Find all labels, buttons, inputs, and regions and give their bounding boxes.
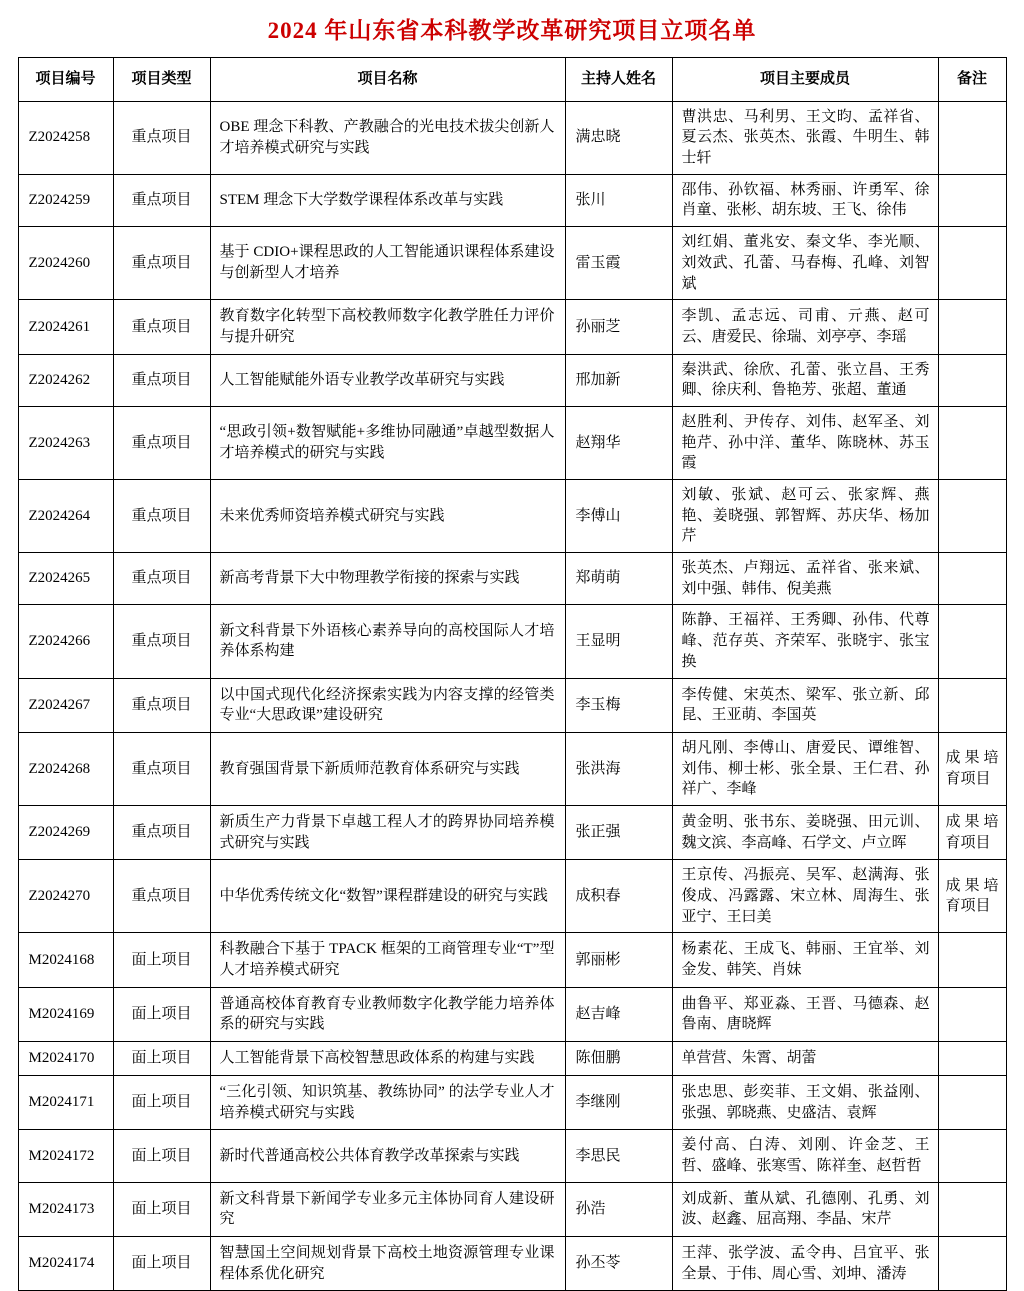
cell-project-id: M2024173 xyxy=(18,1182,113,1236)
cell-project-name: 普通高校体育教育专业教师数字化教学能力培养体系的研究与实践 xyxy=(210,987,565,1041)
cell-project-id: Z2024260 xyxy=(18,227,113,300)
cell-project-name: 人工智能背景下高校智慧思政体系的构建与实践 xyxy=(210,1042,565,1076)
table-row xyxy=(18,406,1006,479)
cell-project-id: Z2024269 xyxy=(18,805,113,859)
cell-project-name: 中华优秀传统文化“数智”课程群建设的研究与实践 xyxy=(210,860,565,933)
cell-project-name: 人工智能赋能外语专业教学改革研究与实践 xyxy=(210,354,565,406)
cell-leader-name: 郭丽彬 xyxy=(565,933,672,987)
cell-main-members: 刘敏、张斌、赵可云、张家辉、燕艳、姜晓强、郭智辉、苏庆华、杨加芹 xyxy=(672,480,938,553)
cell-remark xyxy=(938,174,1006,226)
cell-remark xyxy=(938,987,1006,1041)
cell-leader-name: 孙浩 xyxy=(565,1182,672,1236)
cell-remark xyxy=(938,406,1006,479)
cell-project-name: STEM 理念下大学数学课程体系改革与实践 xyxy=(210,174,565,226)
header-leader-name: 主持人姓名 xyxy=(565,58,672,102)
cell-project-id: Z2024266 xyxy=(18,605,113,678)
cell-project-id: Z2024262 xyxy=(18,354,113,406)
cell-main-members: 曹洪忠、马利男、王文昀、孟祥省、夏云杰、张英杰、张霞、牛明生、韩士轩 xyxy=(672,101,938,174)
cell-project-name: 未来优秀师资培养模式研究与实践 xyxy=(210,480,565,553)
cell-leader-name: 李傅山 xyxy=(565,480,672,553)
cell-project-id: M2024171 xyxy=(18,1075,113,1129)
cell-main-members: 秦洪武、徐欣、孔蕾、张立昌、王秀卿、徐庆利、鲁艳芳、张超、董通 xyxy=(672,354,938,406)
cell-remark: 成果培育项目 xyxy=(938,805,1006,859)
cell-project-type: 面上项目 xyxy=(113,1236,210,1290)
cell-project-id: M2024170 xyxy=(18,1042,113,1076)
cell-project-type: 重点项目 xyxy=(113,678,210,732)
cell-project-id: Z2024270 xyxy=(18,860,113,933)
cell-project-type: 面上项目 xyxy=(113,1182,210,1236)
cell-project-type: 重点项目 xyxy=(113,605,210,678)
cell-remark xyxy=(938,1042,1006,1076)
cell-project-id: M2024172 xyxy=(18,1130,113,1182)
cell-remark xyxy=(938,354,1006,406)
cell-leader-name: 孙丽芝 xyxy=(565,300,672,354)
cell-leader-name: 成积春 xyxy=(565,860,672,933)
cell-project-name: 以中国式现代化经济探索实践为内容支撑的经管类专业“大思政课”建设研究 xyxy=(210,678,565,732)
table-row xyxy=(18,860,1006,933)
cell-project-id: Z2024267 xyxy=(18,678,113,732)
cell-project-type: 面上项目 xyxy=(113,1130,210,1182)
table-row xyxy=(18,174,1006,226)
cell-main-members: 姜付高、白涛、刘刚、许金芝、王哲、盛峰、张寒雪、陈祥奎、赵哲哲 xyxy=(672,1130,938,1182)
project-table xyxy=(18,57,1007,1291)
cell-project-type: 重点项目 xyxy=(113,732,210,805)
cell-remark xyxy=(938,605,1006,678)
cell-remark xyxy=(938,553,1006,605)
table-row xyxy=(18,1236,1006,1290)
table-row xyxy=(18,354,1006,406)
cell-remark xyxy=(938,227,1006,300)
cell-main-members: 胡凡刚、李傅山、唐爱民、谭维智、刘伟、柳士彬、张全景、王仁君、孙祥广、李峰 xyxy=(672,732,938,805)
table-header xyxy=(18,58,1006,102)
cell-main-members: 王京传、冯振亮、吴军、赵满海、张俊成、冯露露、宋立林、周海生、张亚宁、王曰美 xyxy=(672,860,938,933)
table-row xyxy=(18,1130,1006,1182)
cell-main-members: 单营营、朱霄、胡蕾 xyxy=(672,1042,938,1076)
cell-project-name: OBE 理念下科教、产教融合的光电技术拔尖创新人才培养模式研究与实践 xyxy=(210,101,565,174)
table-row xyxy=(18,1075,1006,1129)
cell-remark: 成果培育项目 xyxy=(938,860,1006,933)
cell-leader-name: 张正强 xyxy=(565,805,672,859)
cell-project-id: Z2024259 xyxy=(18,174,113,226)
cell-main-members: 王萍、张学波、孟令冉、吕宜平、张全景、于伟、周心雪、刘坤、潘涛 xyxy=(672,1236,938,1290)
cell-project-type: 重点项目 xyxy=(113,480,210,553)
cell-project-id: Z2024258 xyxy=(18,101,113,174)
cell-leader-name: 邢加新 xyxy=(565,354,672,406)
cell-main-members: 杨素花、王成飞、韩丽、王宜举、刘金发、韩笑、肖妹 xyxy=(672,933,938,987)
table-row xyxy=(18,227,1006,300)
header-project-name: 项目名称 xyxy=(210,58,565,102)
table-row xyxy=(18,805,1006,859)
cell-project-id: Z2024263 xyxy=(18,406,113,479)
cell-remark xyxy=(938,933,1006,987)
cell-leader-name: 满忠晓 xyxy=(565,101,672,174)
cell-project-type: 面上项目 xyxy=(113,987,210,1041)
table-row xyxy=(18,1182,1006,1236)
cell-project-type: 重点项目 xyxy=(113,300,210,354)
cell-project-name: 新高考背景下大中物理教学衔接的探索与实践 xyxy=(210,553,565,605)
table-row xyxy=(18,553,1006,605)
header-main-members: 项目主要成员 xyxy=(672,58,938,102)
cell-project-name: 新文科背景下外语核心素养导向的高校国际人才培养体系构建 xyxy=(210,605,565,678)
cell-main-members: 李凯、孟志远、司甫、亓燕、赵可云、唐爱民、徐瑞、刘亭亭、李瑶 xyxy=(672,300,938,354)
cell-project-id: Z2024261 xyxy=(18,300,113,354)
cell-remark xyxy=(938,101,1006,174)
cell-project-type: 重点项目 xyxy=(113,406,210,479)
cell-remark xyxy=(938,1075,1006,1129)
cell-project-type: 重点项目 xyxy=(113,227,210,300)
cell-remark xyxy=(938,1236,1006,1290)
cell-project-id: Z2024265 xyxy=(18,553,113,605)
cell-project-name: 新时代普通高校公共体育教学改革探索与实践 xyxy=(210,1130,565,1182)
cell-remark: 成果培育项目 xyxy=(938,732,1006,805)
cell-project-name: “思政引领+数智赋能+多维协同融通”卓越型数据人才培养模式的研究与实践 xyxy=(210,406,565,479)
cell-leader-name: 张川 xyxy=(565,174,672,226)
cell-leader-name: 王显明 xyxy=(565,605,672,678)
cell-remark xyxy=(938,480,1006,553)
cell-remark xyxy=(938,300,1006,354)
header-project-type: 项目类型 xyxy=(113,58,210,102)
cell-leader-name: 孙丕苓 xyxy=(565,1236,672,1290)
header-row xyxy=(18,58,1006,102)
table-row xyxy=(18,987,1006,1041)
cell-leader-name: 李继刚 xyxy=(565,1075,672,1129)
cell-project-name: 智慧国土空间规划背景下高校土地资源管理专业课程体系优化研究 xyxy=(210,1236,565,1290)
cell-project-type: 重点项目 xyxy=(113,860,210,933)
cell-project-type: 重点项目 xyxy=(113,354,210,406)
cell-main-members: 李传健、宋英杰、梁军、张立新、邱昆、王亚萌、李国英 xyxy=(672,678,938,732)
cell-project-id: Z2024268 xyxy=(18,732,113,805)
cell-project-name: 教育数字化转型下高校教师数字化教学胜任力评价与提升研究 xyxy=(210,300,565,354)
cell-project-id: Z2024264 xyxy=(18,480,113,553)
cell-project-id: M2024168 xyxy=(18,933,113,987)
cell-project-name: 教育强国背景下新质师范教育体系研究与实践 xyxy=(210,732,565,805)
table-row xyxy=(18,480,1006,553)
cell-leader-name: 郑萌萌 xyxy=(565,553,672,605)
table-row xyxy=(18,933,1006,987)
cell-leader-name: 陈佃鹏 xyxy=(565,1042,672,1076)
cell-leader-name: 赵吉峰 xyxy=(565,987,672,1041)
table-row xyxy=(18,101,1006,174)
cell-main-members: 刘红娟、董兆安、秦文华、李光顺、刘效武、孔蕾、马春梅、孔峰、刘智斌 xyxy=(672,227,938,300)
cell-leader-name: 雷玉霞 xyxy=(565,227,672,300)
table-body xyxy=(18,101,1006,1291)
cell-project-name: 基于 CDIO+课程思政的人工智能通识课程体系建设与创新型人才培养 xyxy=(210,227,565,300)
cell-main-members: 黄金明、张书东、姜晓强、田元训、魏文滨、李高峰、石学文、卢立晖 xyxy=(672,805,938,859)
cell-project-name: “三化引领、知识筑基、教练协同” 的法学专业人才培养模式研究与实践 xyxy=(210,1075,565,1129)
cell-remark xyxy=(938,1182,1006,1236)
table-row xyxy=(18,732,1006,805)
table-row xyxy=(18,300,1006,354)
cell-project-id: M2024169 xyxy=(18,987,113,1041)
cell-remark xyxy=(938,678,1006,732)
cell-project-name: 新质生产力背景下卓越工程人才的跨界协同培养模式研究与实践 xyxy=(210,805,565,859)
cell-remark xyxy=(938,1130,1006,1182)
table-row xyxy=(18,605,1006,678)
page-title: 2024 年山东省本科教学改革研究项目立项名单 xyxy=(267,18,757,43)
cell-project-type: 面上项目 xyxy=(113,933,210,987)
table-row xyxy=(18,678,1006,732)
cell-project-type: 重点项目 xyxy=(113,805,210,859)
cell-main-members: 刘成新、董从斌、孔德刚、孔勇、刘波、赵鑫、屈高翔、李晶、宋芹 xyxy=(672,1182,938,1236)
cell-main-members: 邵伟、孙钦福、林秀丽、许勇军、徐肖童、张彬、胡东坡、王飞、徐伟 xyxy=(672,174,938,226)
cell-project-type: 面上项目 xyxy=(113,1042,210,1076)
header-project-id: 项目编号 xyxy=(18,58,113,102)
cell-main-members: 张英杰、卢翔远、孟祥省、张来斌、刘中强、韩伟、倪美燕 xyxy=(672,553,938,605)
cell-project-type: 重点项目 xyxy=(113,101,210,174)
cell-project-type: 面上项目 xyxy=(113,1075,210,1129)
cell-main-members: 张忠思、彭奕菲、王文娟、张益刚、张强、郭晓燕、史盛洁、袁辉 xyxy=(672,1075,938,1129)
cell-main-members: 赵胜利、尹传存、刘伟、赵军圣、刘艳芹、孙中洋、董华、陈晓林、苏玉霞 xyxy=(672,406,938,479)
cell-leader-name: 赵翔华 xyxy=(565,406,672,479)
table-row xyxy=(18,1042,1006,1076)
header-remark: 备注 xyxy=(938,58,1006,102)
cell-leader-name: 张洪海 xyxy=(565,732,672,805)
cell-main-members: 陈静、王福祥、王秀卿、孙伟、代尊峰、范存英、齐荣军、张晓宇、张宝换 xyxy=(672,605,938,678)
cell-main-members: 曲鲁平、郑亚淼、王晋、马德森、赵鲁南、唐晓辉 xyxy=(672,987,938,1041)
cell-leader-name: 李玉梅 xyxy=(565,678,672,732)
cell-leader-name: 李思民 xyxy=(565,1130,672,1182)
cell-project-id: M2024174 xyxy=(18,1236,113,1290)
cell-project-name: 科教融合下基于 TPACK 框架的工商管理专业“T”型人才培养模式研究 xyxy=(210,933,565,987)
cell-project-type: 重点项目 xyxy=(113,553,210,605)
cell-project-name: 新文科背景下新闻学专业多元主体协同育人建设研究 xyxy=(210,1182,565,1236)
cell-project-type: 重点项目 xyxy=(113,174,210,226)
